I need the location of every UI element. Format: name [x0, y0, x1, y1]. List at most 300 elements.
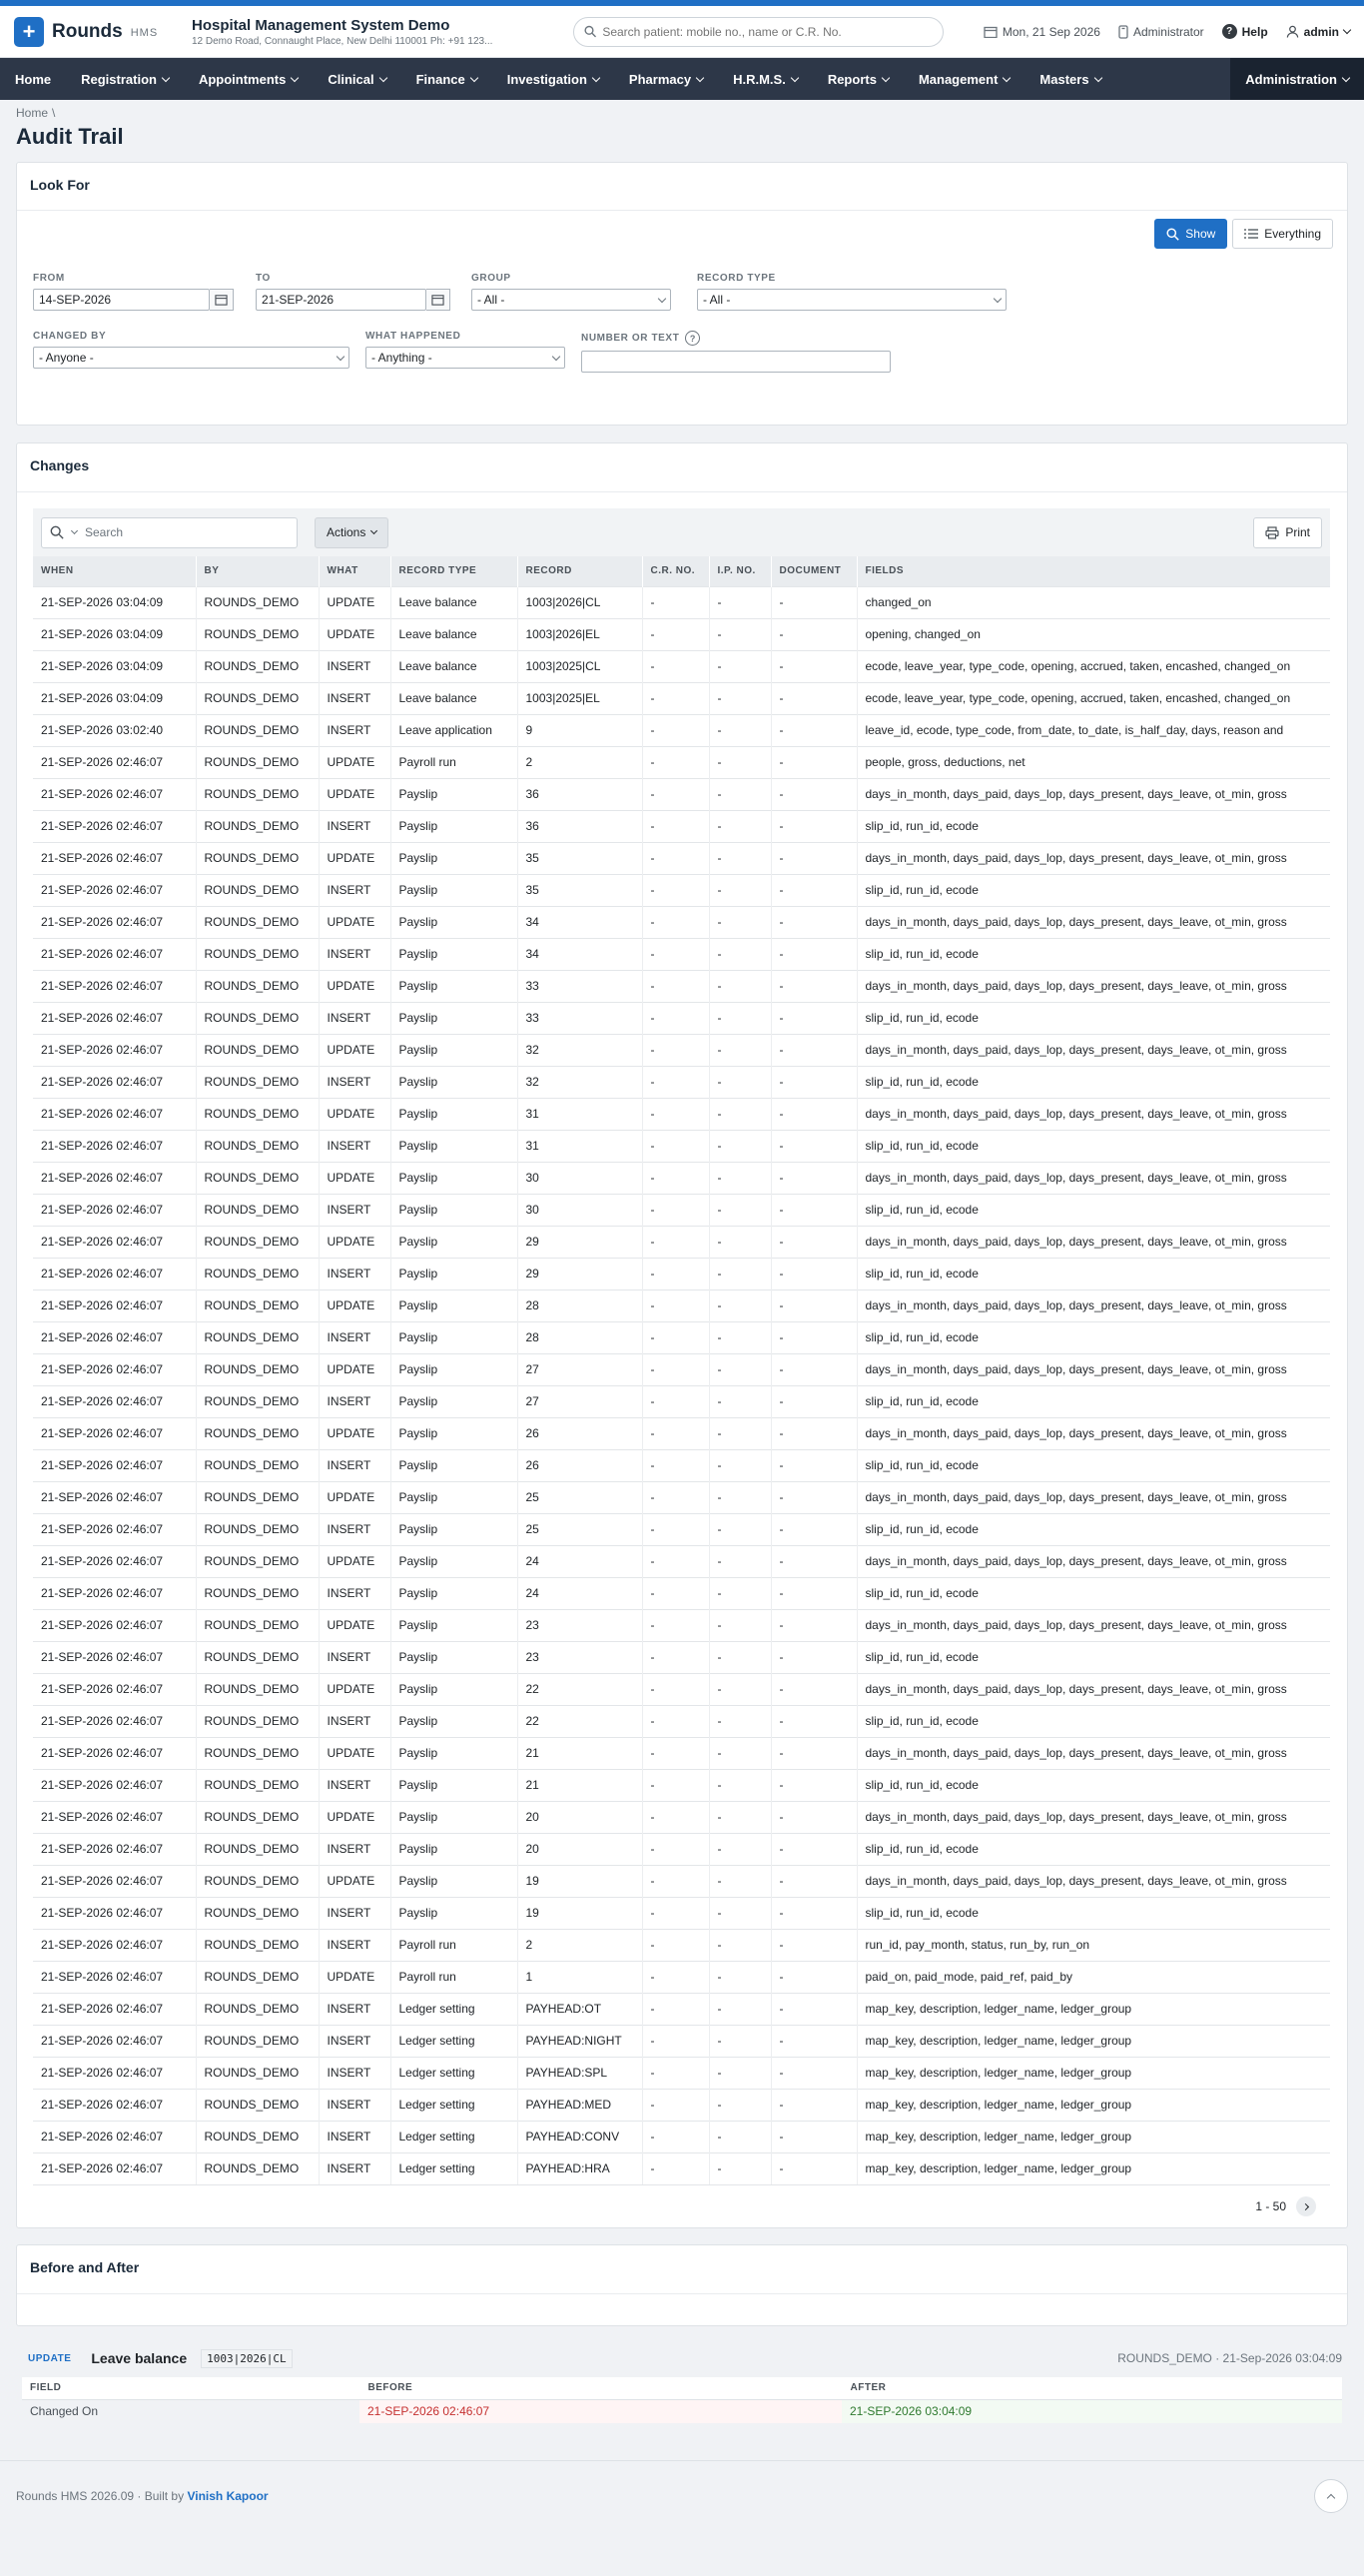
change-detail: [0, 2326, 1364, 2423]
cell-document: -: [771, 682, 857, 714]
cell-cr-no: -: [642, 1673, 709, 1705]
table-row[interactable]: [33, 682, 1330, 714]
table-row[interactable]: [33, 1737, 1330, 1769]
cell-cr-no: -: [642, 682, 709, 714]
cell-cr-no: -: [642, 1162, 709, 1194]
table-row[interactable]: [33, 714, 1330, 746]
cell-record-type: Payslip: [390, 970, 517, 1002]
cell-ip-no: -: [709, 1417, 771, 1449]
table-row[interactable]: [33, 650, 1330, 682]
chevron-down-icon: [658, 294, 666, 302]
user-menu[interactable]: [1286, 25, 1350, 39]
cell-record: 9: [517, 714, 642, 746]
cell-record: 31: [517, 1130, 642, 1162]
pager-label: 1 - 50: [1255, 2199, 1286, 2213]
cell-by: ROUNDS_DEMO: [196, 1833, 319, 1865]
nav-masters[interactable]: [1024, 58, 1115, 100]
table-row[interactable]: [33, 906, 1330, 938]
cell-document: -: [771, 906, 857, 938]
cell-ip-no: -: [709, 714, 771, 746]
cell-when: 21-SEP-2026 02:46:07: [33, 1929, 196, 1961]
cell-fields: changed_on: [857, 586, 1330, 618]
table-row[interactable]: [33, 1673, 1330, 1705]
cell-what: INSERT: [319, 1321, 390, 1353]
col-header-by[interactable]: BY: [196, 556, 319, 586]
cell-when: 21-SEP-2026 02:46:07: [33, 970, 196, 1002]
cell-ip-no: -: [709, 1353, 771, 1385]
nav-reports[interactable]: [813, 58, 904, 100]
cell-by: ROUNDS_DEMO: [196, 1609, 319, 1641]
cell-ip-no: -: [709, 1481, 771, 1513]
show-label: Show: [1185, 227, 1216, 241]
chevron-down-icon: [378, 73, 386, 81]
cell-cr-no: -: [642, 1545, 709, 1577]
cell-record: 21: [517, 1737, 642, 1769]
cell-document: -: [771, 1289, 857, 1321]
cell-fields: slip_id, run_id, ecode: [857, 1258, 1330, 1289]
cell-by: ROUNDS_DEMO: [196, 2089, 319, 2121]
cell-record-type: Payslip: [390, 1162, 517, 1194]
cell-fields: slip_id, run_id, ecode: [857, 810, 1330, 842]
cell-when: 21-SEP-2026 02:46:07: [33, 1961, 196, 1993]
cell-ip-no: -: [709, 970, 771, 1002]
table-row[interactable]: [33, 810, 1330, 842]
cell-when: 21-SEP-2026 02:46:07: [33, 1801, 196, 1833]
record-type-value: - All -: [703, 293, 731, 307]
cell-fields: days_in_month, days_paid, days_lop, days_present, days_leave, ot_min, gross: [857, 1226, 1330, 1258]
cell-ip-no: -: [709, 1513, 771, 1545]
cell-cr-no: -: [642, 1641, 709, 1673]
col-header-document[interactable]: DOCUMENT: [771, 556, 857, 586]
cell-by: ROUNDS_DEMO: [196, 1993, 319, 2025]
cell-fields: slip_id, run_id, ecode: [857, 1385, 1330, 1417]
chevron-down-icon: [162, 73, 170, 81]
cell-cr-no: -: [642, 1737, 709, 1769]
print-button[interactable]: [1253, 517, 1322, 548]
changed-by-select[interactable]: [33, 347, 349, 369]
number-text-input[interactable]: [581, 351, 891, 373]
cell-document: -: [771, 1609, 857, 1641]
cell-when: 21-SEP-2026 02:46:07: [33, 906, 196, 938]
cell-document: -: [771, 1066, 857, 1098]
cell-record-type: Payslip: [390, 1705, 517, 1737]
cell-when: 21-SEP-2026 02:46:07: [33, 2025, 196, 2057]
cell-when: 21-SEP-2026 02:46:07: [33, 938, 196, 970]
col-header-when[interactable]: WHEN: [33, 556, 196, 586]
cell-document: -: [771, 1353, 857, 1385]
cell-when: 21-SEP-2026 02:46:07: [33, 1226, 196, 1258]
cell-fields: days_in_month, days_paid, days_lop, days_present, days_leave, ot_min, gross: [857, 778, 1330, 810]
cell-fields: slip_id, run_id, ecode: [857, 874, 1330, 906]
table-row[interactable]: [33, 1481, 1330, 1513]
cell-document: -: [771, 1002, 857, 1034]
table-row[interactable]: [33, 2152, 1330, 2184]
cell-by: ROUNDS_DEMO: [196, 650, 319, 682]
table-row[interactable]: [33, 1289, 1330, 1321]
nav-management[interactable]: [904, 58, 1024, 100]
table-row[interactable]: [33, 1705, 1330, 1737]
table-row[interactable]: [33, 938, 1330, 970]
search-icon: [1166, 228, 1179, 241]
table-row[interactable]: [33, 1545, 1330, 1577]
table-row[interactable]: [33, 2025, 1330, 2057]
nav-hrms[interactable]: [718, 58, 813, 100]
number-text-label-row: [581, 331, 891, 346]
change-what-badge: UPDATE: [28, 2352, 72, 2364]
cell-when: 21-SEP-2026 02:46:07: [33, 2089, 196, 2121]
cell-when: 21-SEP-2026 02:46:07: [33, 1130, 196, 1162]
cell-record: 2: [517, 1929, 642, 1961]
cell-by: ROUNDS_DEMO: [196, 938, 319, 970]
cell-ip-no: -: [709, 2025, 771, 2057]
cell-ip-no: -: [709, 1289, 771, 1321]
cell-document: -: [771, 1833, 857, 1865]
chevron-down-icon: [71, 527, 78, 534]
nav-label: Pharmacy: [628, 71, 692, 87]
table-row[interactable]: [33, 1641, 1330, 1673]
actions-label: Actions: [327, 525, 366, 539]
scroll-top-button[interactable]: [1314, 2479, 1348, 2513]
from-calendar-button[interactable]: [210, 289, 234, 311]
cell-record: 1003|2026|CL: [517, 586, 642, 618]
nav-registration[interactable]: [66, 58, 184, 100]
cell-ip-no: -: [709, 2057, 771, 2089]
col-header-fields[interactable]: FIELDS: [857, 556, 1330, 586]
cell-what: UPDATE: [319, 618, 390, 650]
nav-investigation[interactable]: [492, 58, 614, 100]
changes-table: [33, 556, 1330, 2184]
help-link[interactable]: [1222, 24, 1268, 39]
col-header-ip-no[interactable]: I.P. NO.: [709, 556, 771, 586]
help-icon: ?: [1222, 24, 1237, 39]
table-row[interactable]: [33, 1897, 1330, 1929]
cell-what: UPDATE: [319, 1226, 390, 1258]
cell-fields: days_in_month, days_paid, days_lop, days_present, days_leave, ot_min, gross: [857, 1545, 1330, 1577]
cell-record: 24: [517, 1577, 642, 1609]
table-row[interactable]: [33, 778, 1330, 810]
cell-ip-no: -: [709, 938, 771, 970]
before-after-title: Before and After: [17, 2245, 1347, 2294]
chevron-down-icon: [1093, 73, 1101, 81]
cell-record-type: Ledger setting: [390, 1993, 517, 2025]
change-detail-row: [22, 2399, 1342, 2423]
chevron-down-icon: [370, 527, 377, 534]
cell-fields: map_key, description, ledger_name, ledger_group: [857, 2057, 1330, 2089]
chevron-down-icon: [1343, 26, 1351, 34]
cell-cr-no: -: [642, 906, 709, 938]
cell-what: INSERT: [319, 810, 390, 842]
breadcrumb-home[interactable]: Home: [16, 106, 49, 120]
changed-by-value: - Anyone -: [39, 351, 94, 365]
cell-fields: slip_id, run_id, ecode: [857, 1321, 1330, 1353]
filter-row-1: [17, 249, 1347, 311]
table-row[interactable]: [33, 1513, 1330, 1545]
cell-fields: days_in_month, days_paid, days_lop, days_present, days_leave, ot_min, gross: [857, 1034, 1330, 1066]
cell-record: 20: [517, 1833, 642, 1865]
cell-by: ROUNDS_DEMO: [196, 1258, 319, 1289]
cell-ip-no: -: [709, 682, 771, 714]
cell-cr-no: -: [642, 746, 709, 778]
cell-record: 1003|2025|CL: [517, 650, 642, 682]
table-row[interactable]: [33, 1801, 1330, 1833]
page-footer: [0, 2460, 1364, 2530]
header-role[interactable]: [1118, 25, 1204, 39]
what-happened-select[interactable]: [365, 347, 565, 369]
chevron-down-icon: [791, 73, 799, 81]
app-logo[interactable]: [14, 17, 192, 47]
table-row[interactable]: [33, 2057, 1330, 2089]
col-header-cr-no[interactable]: C.R. NO.: [642, 556, 709, 586]
table-row[interactable]: [33, 1066, 1330, 1098]
cell-cr-no: -: [642, 1194, 709, 1226]
cell-fields: days_in_month, days_paid, days_lop, days_present, days_leave, ot_min, gross: [857, 1609, 1330, 1641]
breadcrumb-separator: \: [52, 106, 56, 120]
table-row[interactable]: [33, 586, 1330, 618]
table-row[interactable]: [33, 618, 1330, 650]
cell-record-type: Payslip: [390, 778, 517, 810]
table-row[interactable]: [33, 1002, 1330, 1034]
cell-document: -: [771, 1801, 857, 1833]
cell-ip-no: -: [709, 618, 771, 650]
main-nav: [0, 58, 1364, 100]
group-select[interactable]: [471, 289, 671, 311]
cell-record-type: Payslip: [390, 1258, 517, 1289]
cell-what: INSERT: [319, 1641, 390, 1673]
col-header-record-type[interactable]: RECORD TYPE: [390, 556, 517, 586]
cell-when: 21-SEP-2026 03:04:09: [33, 682, 196, 714]
cell-what: UPDATE: [319, 1289, 390, 1321]
table-row[interactable]: [33, 1929, 1330, 1961]
cell-ip-no: -: [709, 1258, 771, 1289]
table-row[interactable]: [33, 2089, 1330, 2121]
cell-fields: days_in_month, days_paid, days_lop, days_present, days_leave, ot_min, gross: [857, 1098, 1330, 1130]
cell-cr-no: -: [642, 874, 709, 906]
table-row[interactable]: [33, 842, 1330, 874]
next-page-button[interactable]: [1296, 2196, 1316, 2216]
nav-label: Management: [918, 71, 999, 87]
changes-card: [16, 442, 1348, 2228]
patient-search[interactable]: [573, 17, 944, 47]
header-date: [984, 25, 1100, 39]
nav-pharmacy[interactable]: [614, 58, 718, 100]
cell-by: ROUNDS_DEMO: [196, 1769, 319, 1801]
cell-what: UPDATE: [319, 586, 390, 618]
cell-when: 21-SEP-2026 02:46:07: [33, 1162, 196, 1194]
nav-finance[interactable]: [401, 58, 492, 100]
cell-document: -: [771, 810, 857, 842]
cell-by: ROUNDS_DEMO: [196, 1737, 319, 1769]
show-button[interactable]: [1154, 219, 1227, 249]
table-row[interactable]: [33, 1769, 1330, 1801]
calendar-icon: [984, 26, 998, 38]
cell-what: UPDATE: [319, 1034, 390, 1066]
cell-cr-no: -: [642, 586, 709, 618]
cell-record-type: Payslip: [390, 1673, 517, 1705]
cell-when: 21-SEP-2026 02:46:07: [33, 1289, 196, 1321]
cell-ip-no: -: [709, 2152, 771, 2184]
table-row[interactable]: [33, 1353, 1330, 1385]
cell-document: -: [771, 650, 857, 682]
cell-record-type: Payslip: [390, 1417, 517, 1449]
cell-document: -: [771, 1865, 857, 1897]
to-date-input[interactable]: [256, 289, 426, 311]
cell-when: 21-SEP-2026 02:46:07: [33, 1609, 196, 1641]
table-row[interactable]: [33, 874, 1330, 906]
cell-record: 32: [517, 1034, 642, 1066]
table-row[interactable]: [33, 1449, 1330, 1481]
group-label: GROUP: [471, 273, 511, 284]
col-header-record[interactable]: RECORD: [517, 556, 642, 586]
cell-when: 21-SEP-2026 02:46:07: [33, 778, 196, 810]
from-date-input[interactable]: [33, 289, 210, 311]
cell-when: 21-SEP-2026 02:46:07: [33, 2152, 196, 2184]
nav-label: Clinical: [328, 71, 374, 87]
cell-record-type: Payroll run: [390, 1961, 517, 1993]
cell-when: 21-SEP-2026 02:46:07: [33, 1513, 196, 1545]
table-row[interactable]: [33, 1226, 1330, 1258]
change-meta: ROUNDS_DEMO · 21-Sep-2026 03:04:09: [1117, 2351, 1342, 2365]
cell-cr-no: -: [642, 1513, 709, 1545]
cell-ip-no: -: [709, 842, 771, 874]
cell-by: ROUNDS_DEMO: [196, 970, 319, 1002]
nav-label: Investigation: [506, 71, 587, 87]
actions-button[interactable]: [315, 517, 388, 548]
question-icon[interactable]: ?: [685, 331, 700, 346]
to-label: TO: [256, 273, 271, 284]
nav-administration[interactable]: [1230, 58, 1364, 100]
cell-record-type: Leave balance: [390, 618, 517, 650]
cell-fields: slip_id, run_id, ecode: [857, 1769, 1330, 1801]
table-row[interactable]: [33, 1833, 1330, 1865]
record-type-select[interactable]: [697, 289, 1007, 311]
table-row[interactable]: [33, 1993, 1330, 2025]
author-link[interactable]: Vinish Kapoor: [187, 2488, 269, 2503]
cell-fields: slip_id, run_id, ecode: [857, 1577, 1330, 1609]
patient-search-input[interactable]: [602, 25, 933, 39]
cell-record-type: Ledger setting: [390, 2121, 517, 2152]
cell-by: ROUNDS_DEMO: [196, 618, 319, 650]
table-row[interactable]: [33, 2121, 1330, 2152]
cell-ip-no: -: [709, 1577, 771, 1609]
chevron-down-icon: [337, 352, 344, 360]
cell-record-type: Payslip: [390, 842, 517, 874]
table-row[interactable]: [33, 1098, 1330, 1130]
cell-when: 21-SEP-2026 02:46:07: [33, 810, 196, 842]
table-row[interactable]: [33, 1034, 1330, 1066]
table-row[interactable]: [33, 1258, 1330, 1289]
cell-document: -: [771, 1769, 857, 1801]
cell-record-type: Payslip: [390, 1737, 517, 1769]
cell-ip-no: -: [709, 1641, 771, 1673]
cell-when: 21-SEP-2026 02:46:07: [33, 1833, 196, 1865]
nav-appointments[interactable]: [184, 58, 313, 100]
table-row[interactable]: [33, 1609, 1330, 1641]
cell-cr-no: -: [642, 1002, 709, 1034]
cell-record: 36: [517, 778, 642, 810]
cell-when: 21-SEP-2026 02:46:07: [33, 1066, 196, 1098]
cell-cr-no: -: [642, 2025, 709, 2057]
cell-what: UPDATE: [319, 1545, 390, 1577]
cell-what: INSERT: [319, 682, 390, 714]
cell-document: -: [771, 746, 857, 778]
cell-when: 21-SEP-2026 02:46:07: [33, 1002, 196, 1034]
everything-button[interactable]: [1232, 219, 1333, 249]
table-search[interactable]: [41, 517, 298, 548]
badge-icon: [1118, 25, 1128, 39]
cell-record: 27: [517, 1385, 642, 1417]
table-row[interactable]: [33, 1961, 1330, 1993]
cell-when: 21-SEP-2026 02:46:07: [33, 1417, 196, 1449]
nav-clinical[interactable]: [313, 58, 400, 100]
cell-record: 22: [517, 1705, 642, 1737]
cell-by: ROUNDS_DEMO: [196, 1002, 319, 1034]
cell-fields: slip_id, run_id, ecode: [857, 1002, 1330, 1034]
table-row[interactable]: [33, 746, 1330, 778]
cell-ip-no: -: [709, 1993, 771, 2025]
cell-cr-no: -: [642, 714, 709, 746]
cell-cr-no: -: [642, 2089, 709, 2121]
table-row[interactable]: [33, 970, 1330, 1002]
cell-when: 21-SEP-2026 02:46:07: [33, 746, 196, 778]
cell-record: 27: [517, 1353, 642, 1385]
cell-record: PAYHEAD:NIGHT: [517, 2025, 642, 2057]
cell-fields: slip_id, run_id, ecode: [857, 1130, 1330, 1162]
cell-record-type: Payslip: [390, 1481, 517, 1513]
table-row[interactable]: [33, 1130, 1330, 1162]
cell-ip-no: -: [709, 1385, 771, 1417]
cell-when: 21-SEP-2026 02:46:07: [33, 842, 196, 874]
table-row[interactable]: [33, 1321, 1330, 1353]
list-icon: [1244, 228, 1258, 240]
cell-fields: days_in_month, days_paid, days_lop, days_present, days_leave, ot_min, gross: [857, 1162, 1330, 1194]
col-header-what[interactable]: WHAT: [319, 556, 390, 586]
nav-home[interactable]: [0, 58, 66, 100]
table-row[interactable]: [33, 1865, 1330, 1897]
to-calendar-button[interactable]: [426, 289, 450, 311]
cell-document: -: [771, 938, 857, 970]
breadcrumb: [0, 100, 1364, 120]
cell-cr-no: -: [642, 810, 709, 842]
to-value: 21-SEP-2026: [262, 293, 335, 307]
cell-when: 21-SEP-2026 02:46:07: [33, 1897, 196, 1929]
table-row[interactable]: [33, 1417, 1330, 1449]
table-row[interactable]: [33, 1385, 1330, 1417]
cell-fields: opening, changed_on: [857, 618, 1330, 650]
cell-fields: days_in_month, days_paid, days_lop, days_present, days_leave, ot_min, gross: [857, 1865, 1330, 1897]
before-after-card: [16, 2244, 1348, 2326]
nav-label: Administration: [1245, 71, 1337, 87]
cell-what: INSERT: [319, 1066, 390, 1098]
cell-cr-no: -: [642, 778, 709, 810]
cell-record: 29: [517, 1226, 642, 1258]
cell-document: -: [771, 1098, 857, 1130]
cell-document: -: [771, 618, 857, 650]
cell-record: 21: [517, 1769, 642, 1801]
change-detail-header-row: [22, 2377, 1342, 2399]
cell-by: ROUNDS_DEMO: [196, 1705, 319, 1737]
cell-cr-no: -: [642, 1385, 709, 1417]
nav-label: Masters: [1039, 71, 1089, 87]
table-row[interactable]: [33, 1577, 1330, 1609]
table-row[interactable]: [33, 1162, 1330, 1194]
pager: [33, 2184, 1330, 2227]
cell-record-type: Payslip: [390, 1449, 517, 1481]
cell-when: 21-SEP-2026 02:46:07: [33, 1769, 196, 1801]
cell-by: ROUNDS_DEMO: [196, 1481, 319, 1513]
cell-by: ROUNDS_DEMO: [196, 1449, 319, 1481]
what-happened-label: WHAT HAPPENED: [365, 331, 461, 342]
table-row[interactable]: [33, 1194, 1330, 1226]
